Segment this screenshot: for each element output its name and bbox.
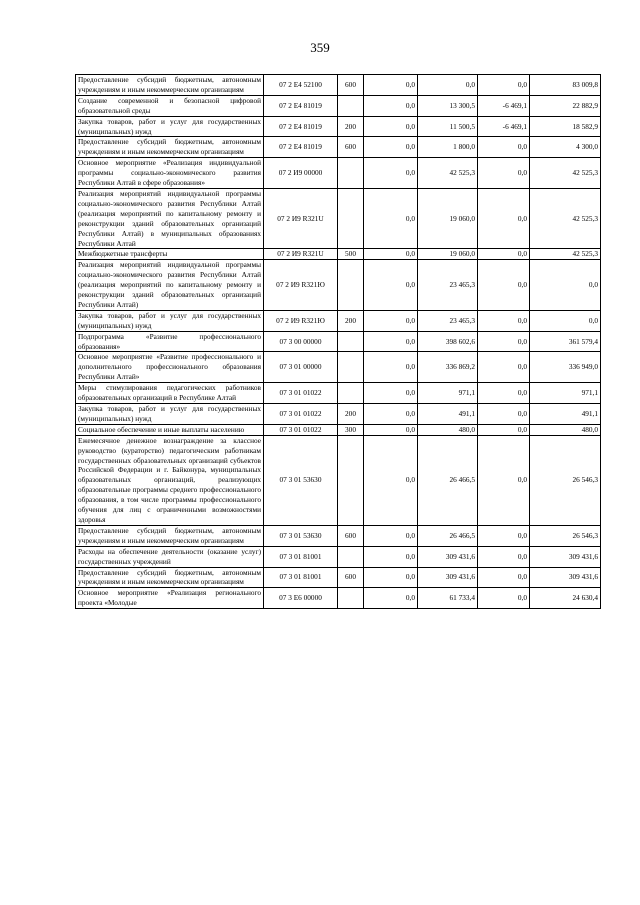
- table-row: [76, 435, 601, 525]
- row-code-cell: 07 2 И9 00000: [264, 158, 338, 189]
- row-expense-type-cell: [338, 95, 364, 116]
- row-code-cell: 07 2 E4 81019: [264, 137, 338, 158]
- table-row: [76, 588, 601, 609]
- row-value-3-cell: 0,0: [478, 567, 530, 588]
- row-value-1-cell: 0,0: [364, 116, 418, 137]
- row-value-3-cell: 0,0: [478, 310, 530, 331]
- row-value-3-cell: 0,0: [478, 546, 530, 567]
- row-expense-type-cell: 200: [338, 404, 364, 425]
- row-value-1-cell: 0,0: [364, 158, 418, 189]
- budget-table-body: [76, 75, 601, 609]
- row-value-2-cell: 1 800,0: [418, 137, 478, 158]
- row-name-cell: Ежемесячное денежное вознаграждение за классное руководство (кураторство) педагогическим работникам государственных образовательных организаций субъектов Российской Федерации и г. Байконура, муниципальных образовательных организаций, реализующих образовательные программы среднего профессионального образования, в том числе программы профессионального обучения для лиц с ограниченными возможностями здоровья: [76, 435, 264, 525]
- row-value-4-cell: 0,0: [530, 310, 601, 331]
- table-row: [76, 75, 601, 96]
- budget-table: [75, 74, 601, 609]
- row-value-4-cell: 42 525,3: [530, 188, 601, 248]
- table-row: [76, 383, 601, 404]
- row-expense-type-cell: [338, 188, 364, 248]
- row-value-1-cell: 0,0: [364, 249, 418, 260]
- row-value-2-cell: 0,0: [418, 75, 478, 96]
- row-value-4-cell: 42 525,3: [530, 249, 601, 260]
- table-row: [76, 546, 601, 567]
- row-value-4-cell: 309 431,6: [530, 546, 601, 567]
- row-value-3-cell: 0,0: [478, 137, 530, 158]
- table-row: [76, 116, 601, 137]
- row-value-3-cell: 0,0: [478, 404, 530, 425]
- row-name-cell: Основное мероприятие «Реализация регионального проекта «Молодые: [76, 588, 264, 609]
- row-value-4-cell: 4 300,0: [530, 137, 601, 158]
- row-code-cell: 07 3 01 81001: [264, 567, 338, 588]
- row-value-3-cell: 0,0: [478, 525, 530, 546]
- row-expense-type-cell: 600: [338, 75, 364, 96]
- row-code-cell: 07 2 И9 R321Ю: [264, 310, 338, 331]
- row-value-1-cell: 0,0: [364, 260, 418, 311]
- row-value-4-cell: 83 009,8: [530, 75, 601, 96]
- row-value-1-cell: 0,0: [364, 75, 418, 96]
- row-code-cell: 07 2 И9 R321U: [264, 249, 338, 260]
- row-expense-type-cell: [338, 383, 364, 404]
- row-code-cell: 07 2 E4 81019: [264, 95, 338, 116]
- row-name-cell: Создание современной и безопасной цифровой образовательной среды: [76, 95, 264, 116]
- row-value-1-cell: 0,0: [364, 525, 418, 546]
- row-value-1-cell: 0,0: [364, 188, 418, 248]
- row-value-2-cell: 309 431,6: [418, 567, 478, 588]
- row-value-3-cell: 0,0: [478, 588, 530, 609]
- row-value-2-cell: 13 300,5: [418, 95, 478, 116]
- row-expense-type-cell: 600: [338, 525, 364, 546]
- row-value-3-cell: 0,0: [478, 424, 530, 435]
- row-value-2-cell: 26 466,5: [418, 525, 478, 546]
- table-row: [76, 310, 601, 331]
- row-value-1-cell: 0,0: [364, 331, 418, 352]
- row-value-1-cell: 0,0: [364, 383, 418, 404]
- row-value-4-cell: 361 579,4: [530, 331, 601, 352]
- table-row: [76, 525, 601, 546]
- row-name-cell: Закупка товаров, работ и услуг для государственных (муниципальных) нужд: [76, 404, 264, 425]
- row-value-1-cell: 0,0: [364, 310, 418, 331]
- row-value-1-cell: 0,0: [364, 95, 418, 116]
- row-value-2-cell: 398 602,6: [418, 331, 478, 352]
- row-value-2-cell: 480,0: [418, 424, 478, 435]
- row-value-2-cell: 42 525,3: [418, 158, 478, 189]
- row-value-1-cell: 0,0: [364, 352, 418, 383]
- row-expense-type-cell: [338, 546, 364, 567]
- row-value-3-cell: 0,0: [478, 331, 530, 352]
- table-row: [76, 249, 601, 260]
- row-value-4-cell: 309 431,6: [530, 567, 601, 588]
- row-value-2-cell: 23 465,3: [418, 260, 478, 311]
- row-name-cell: Закупка товаров, работ и услуг для государственных (муниципальных) нужд: [76, 310, 264, 331]
- row-value-1-cell: 0,0: [364, 546, 418, 567]
- row-expense-type-cell: [338, 260, 364, 311]
- row-expense-type-cell: 300: [338, 424, 364, 435]
- row-value-2-cell: 971,1: [418, 383, 478, 404]
- table-row: [76, 352, 601, 383]
- row-value-4-cell: 26 546,3: [530, 435, 601, 525]
- row-value-3-cell: 0,0: [478, 158, 530, 189]
- row-code-cell: 07 3 01 00000: [264, 352, 338, 383]
- row-value-1-cell: 0,0: [364, 137, 418, 158]
- row-value-4-cell: 336 949,0: [530, 352, 601, 383]
- row-value-3-cell: 0,0: [478, 435, 530, 525]
- row-name-cell: Меры стимулирования педагогических работников образовательных организаций в Республике Алтай: [76, 383, 264, 404]
- row-value-2-cell: 26 466,5: [418, 435, 478, 525]
- row-name-cell: Предоставление субсидий бюджетным, автономным учреждениям и иным некоммерческим организациям: [76, 525, 264, 546]
- row-value-1-cell: 0,0: [364, 424, 418, 435]
- row-value-2-cell: 23 465,3: [418, 310, 478, 331]
- row-name-cell: Расходы на обеспечение деятельности (оказание услуг) государственных учреждений: [76, 546, 264, 567]
- table-row: [76, 137, 601, 158]
- row-value-4-cell: 480,0: [530, 424, 601, 435]
- row-value-1-cell: 0,0: [364, 404, 418, 425]
- row-value-2-cell: 309 431,6: [418, 546, 478, 567]
- row-expense-type-cell: [338, 331, 364, 352]
- row-value-4-cell: 26 546,3: [530, 525, 601, 546]
- row-name-cell: Реализация мероприятий индивидуальной программы социально-экономического развития Республики Алтай (реализация мероприятий по капитальному ремонту и реконструкции зданий образовательных организаций Республики Алтай): [76, 260, 264, 311]
- row-value-4-cell: 491,1: [530, 404, 601, 425]
- table-row: [76, 404, 601, 425]
- row-value-4-cell: 42 525,3: [530, 158, 601, 189]
- row-name-cell: Подпрограмма «Развитие профессионального образования»: [76, 331, 264, 352]
- row-value-1-cell: 0,0: [364, 588, 418, 609]
- row-code-cell: 07 3 01 01022: [264, 383, 338, 404]
- row-code-cell: 07 2 E4 52100: [264, 75, 338, 96]
- row-value-4-cell: 22 882,9: [530, 95, 601, 116]
- row-value-2-cell: 61 733,4: [418, 588, 478, 609]
- row-expense-type-cell: 500: [338, 249, 364, 260]
- row-name-cell: Основное мероприятие «Реализация индивидуальной программы социально-экономического развития Республики Алтай в сфере образования»: [76, 158, 264, 189]
- row-value-3-cell: -6 469,1: [478, 95, 530, 116]
- row-value-3-cell: 0,0: [478, 352, 530, 383]
- table-row: [76, 158, 601, 189]
- row-name-cell: Предоставление субсидий бюджетным, автономным учреждениям и иным некоммерческим организациям: [76, 567, 264, 588]
- row-expense-type-cell: 600: [338, 137, 364, 158]
- row-value-3-cell: 0,0: [478, 260, 530, 311]
- row-name-cell: Предоставление субсидий бюджетным, автономным учреждениям и иным некоммерческим организациям: [76, 137, 264, 158]
- table-row: [76, 188, 601, 248]
- row-value-1-cell: 0,0: [364, 435, 418, 525]
- row-code-cell: 07 2 E4 81019: [264, 116, 338, 137]
- row-value-4-cell: 971,1: [530, 383, 601, 404]
- row-value-2-cell: 11 500,5: [418, 116, 478, 137]
- row-value-3-cell: 0,0: [478, 383, 530, 404]
- table-row: [76, 95, 601, 116]
- row-value-1-cell: 0,0: [364, 567, 418, 588]
- row-value-2-cell: 336 869,2: [418, 352, 478, 383]
- row-code-cell: 07 2 И9 R321U: [264, 188, 338, 248]
- row-name-cell: Закупка товаров, работ и услуг для государственных (муниципальных) нужд: [76, 116, 264, 137]
- row-code-cell: 07 3 01 53630: [264, 435, 338, 525]
- row-expense-type-cell: 200: [338, 116, 364, 137]
- page-number: 359: [310, 40, 330, 55]
- row-expense-type-cell: 600: [338, 567, 364, 588]
- row-name-cell: Межбюджетные трансферты: [76, 249, 264, 260]
- row-value-3-cell: 0,0: [478, 188, 530, 248]
- row-code-cell: 07 3 01 01022: [264, 424, 338, 435]
- row-value-3-cell: -6 469,1: [478, 116, 530, 137]
- row-name-cell: Социальное обеспечение и иные выплаты населению: [76, 424, 264, 435]
- row-value-4-cell: 24 630,4: [530, 588, 601, 609]
- row-value-2-cell: 19 060,0: [418, 249, 478, 260]
- row-code-cell: 07 3 01 81001: [264, 546, 338, 567]
- row-value-4-cell: 0,0: [530, 260, 601, 311]
- table-row: [76, 331, 601, 352]
- row-expense-type-cell: [338, 435, 364, 525]
- row-name-cell: Основное мероприятие «Развитие профессионального и дополнительного профессионального образования Республики Алтай»: [76, 352, 264, 383]
- row-expense-type-cell: 200: [338, 310, 364, 331]
- row-value-4-cell: 18 582,9: [530, 116, 601, 137]
- row-code-cell: 07 2 И9 R321Ю: [264, 260, 338, 311]
- row-name-cell: Предоставление субсидий бюджетным, автономным учреждениям и иным некоммерческим организациям: [76, 75, 264, 96]
- row-value-3-cell: 0,0: [478, 249, 530, 260]
- table-row: [76, 424, 601, 435]
- row-value-2-cell: 491,1: [418, 404, 478, 425]
- row-code-cell: 07 3 E6 00000: [264, 588, 338, 609]
- row-value-2-cell: 19 060,0: [418, 188, 478, 248]
- row-expense-type-cell: [338, 158, 364, 189]
- row-value-3-cell: 0,0: [478, 75, 530, 96]
- row-expense-type-cell: [338, 588, 364, 609]
- table-row: [76, 260, 601, 311]
- row-code-cell: 07 3 01 53630: [264, 525, 338, 546]
- table-row: [76, 567, 601, 588]
- row-code-cell: 07 3 01 01022: [264, 404, 338, 425]
- row-expense-type-cell: [338, 352, 364, 383]
- row-name-cell: Реализация мероприятий индивидуальной программы социально-экономического развития Республики Алтай (реализация мероприятий по капитальному ремонту и реконструкции зданий образовательных организаций Республики Алтай) в муниципальных образованиях Республики Алтай: [76, 188, 264, 248]
- row-code-cell: 07 3 00 00000: [264, 331, 338, 352]
